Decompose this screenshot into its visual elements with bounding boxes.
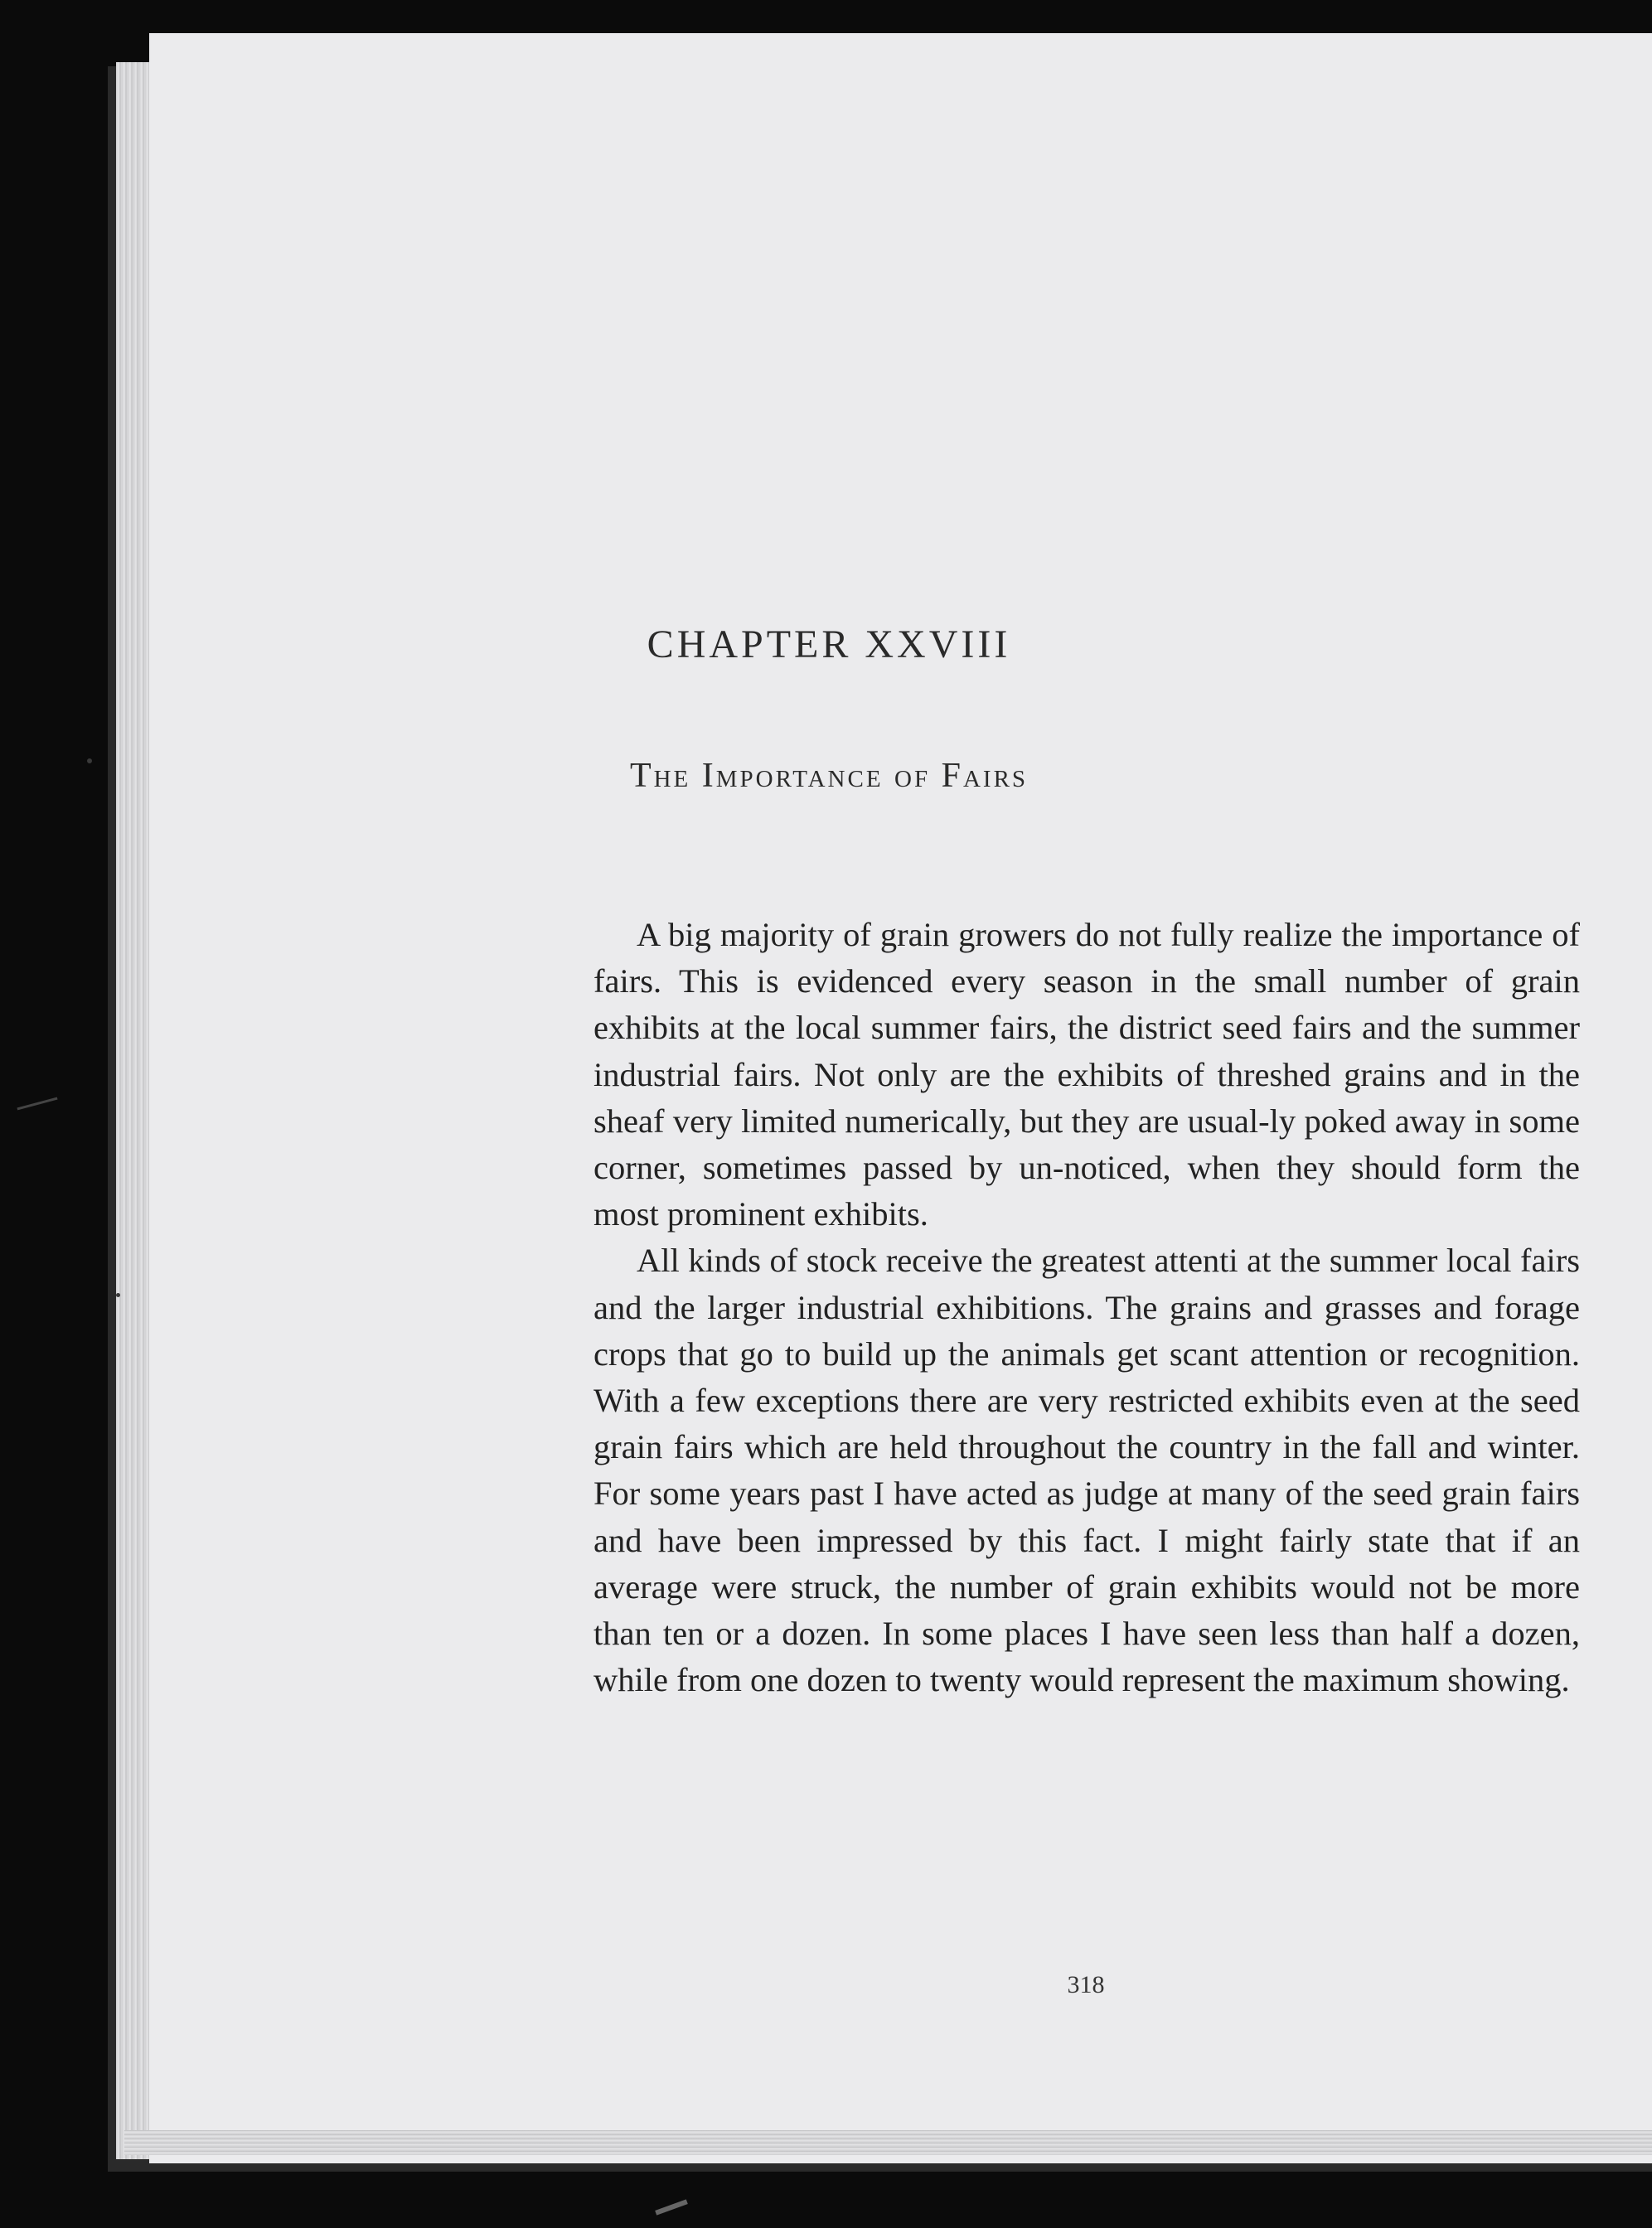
page-number: 318 [1067,1971,1105,1998]
scan-speck [116,1293,120,1297]
page-stack-edge [116,62,149,2159]
book-page [149,33,1652,2163]
page-stack-bottom-edge [124,2130,1652,2155]
scan-scratch [655,2199,688,2215]
paragraph-2: All kinds of stock receive the greatest attenti at the summer local fairs and the larger industrial exhibitions. The grains and grasses and forage crops that go to build up the animals get scant attention or recognition. With a few exceptions there are very restricted exhibits even at the seed grain fairs which are held throughout the country in the fall and winter. For some years past I have acted as judge at many of the seed grain fairs and have been impressed by this fact. I might fairly state that if an average were struck, the number of grain exhibits would not be more than ten or a dozen. In some places I have seen less than half a dozen, while from one dozen to twenty would represent the maximum showing. [593,1242,1580,1699]
scan-scratch [17,1097,57,1111]
chapter-subtitle: The Importance of Fairs [629,757,1029,795]
paragraph-1: A big majority of grain growers do not fully realize the importance of fairs. This is evidenced every season in the small number of grain exhibits at the local summer fairs, the district seed fairs and the summer industrial fairs. Not only are the exhibits of threshed grains and in the sheaf very limited numerically, but they are usual-ly poked away in some corner, sometimes passed by un-noticed, when they should form the most prominent exhibits. [593,916,1580,1233]
scan-speck [87,758,92,763]
chapter-title: CHAPTER XXVIII [647,622,1011,666]
body-text [593,912,1580,1703]
